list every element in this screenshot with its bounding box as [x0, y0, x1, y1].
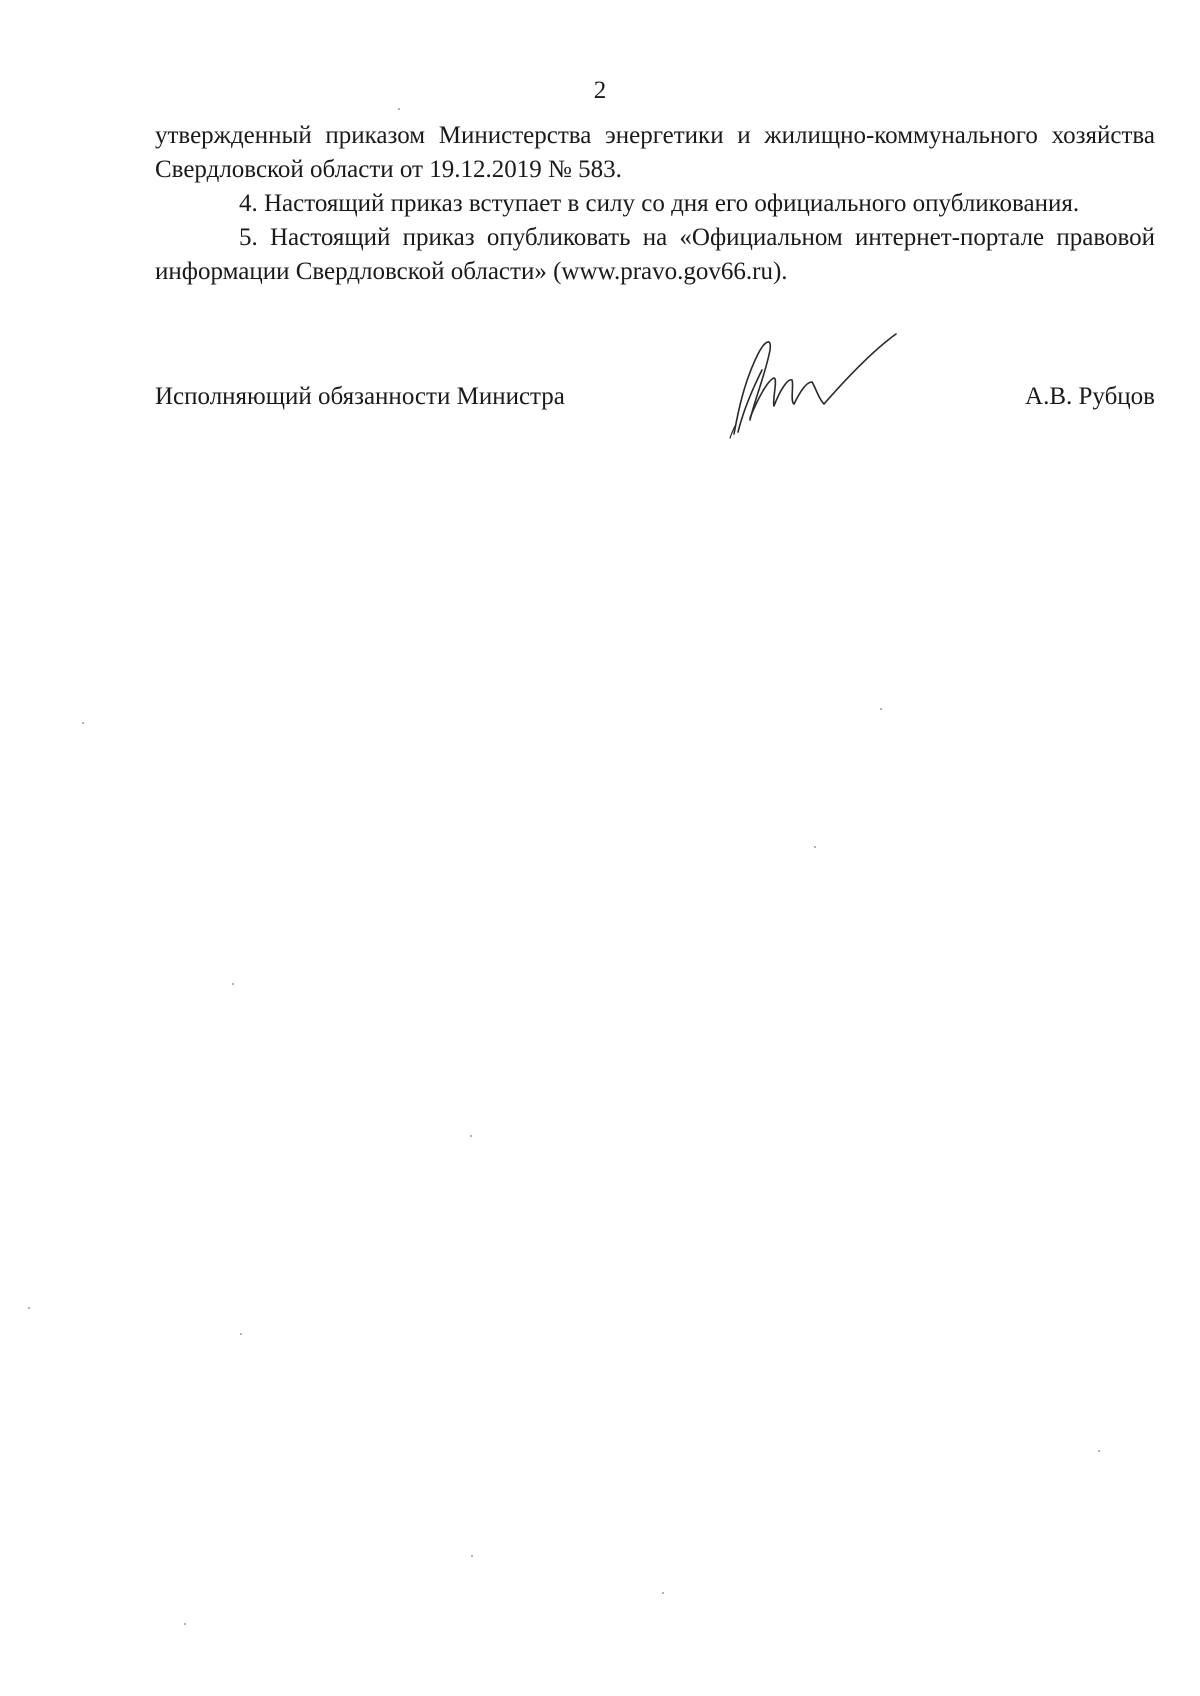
paragraph-item-4: 4. Настоящий приказ вступает в силу со дня его официального опубликования. [239, 190, 1080, 217]
signature-block [155, 380, 1155, 420]
scan-speck [662, 1592, 664, 1594]
scan-speck [470, 1135, 472, 1137]
paragraph-continuation: утвержденный приказом Министерства энергетики и жилищно-коммунального хозяйства Свердловской области от 19.12.2019 № 583. [155, 122, 1155, 183]
scan-speck [28, 1307, 30, 1309]
handwritten-signature [728, 332, 918, 442]
page-number: 2 [593, 77, 607, 104]
scan-speck [398, 108, 400, 110]
scan-speck [880, 708, 882, 710]
scan-speck [814, 846, 816, 848]
scan-speck [232, 983, 234, 985]
scan-speck [471, 1555, 473, 1557]
paragraph-item-5: 5. Настоящий приказ опубликовать на «Официальном интернет-портале правовой информации Свердловской области» (www.pravo.gov66.ru). [155, 224, 1155, 285]
scan-speck [240, 1333, 242, 1335]
signer-name: А.В. Рубцов [1025, 383, 1155, 410]
scan-speck [184, 1623, 186, 1625]
signer-title: Исполняющий обязанности Министра [155, 383, 565, 410]
document-body [155, 119, 1155, 289]
scan-speck [1098, 1450, 1100, 1452]
scan-speck [82, 722, 84, 724]
